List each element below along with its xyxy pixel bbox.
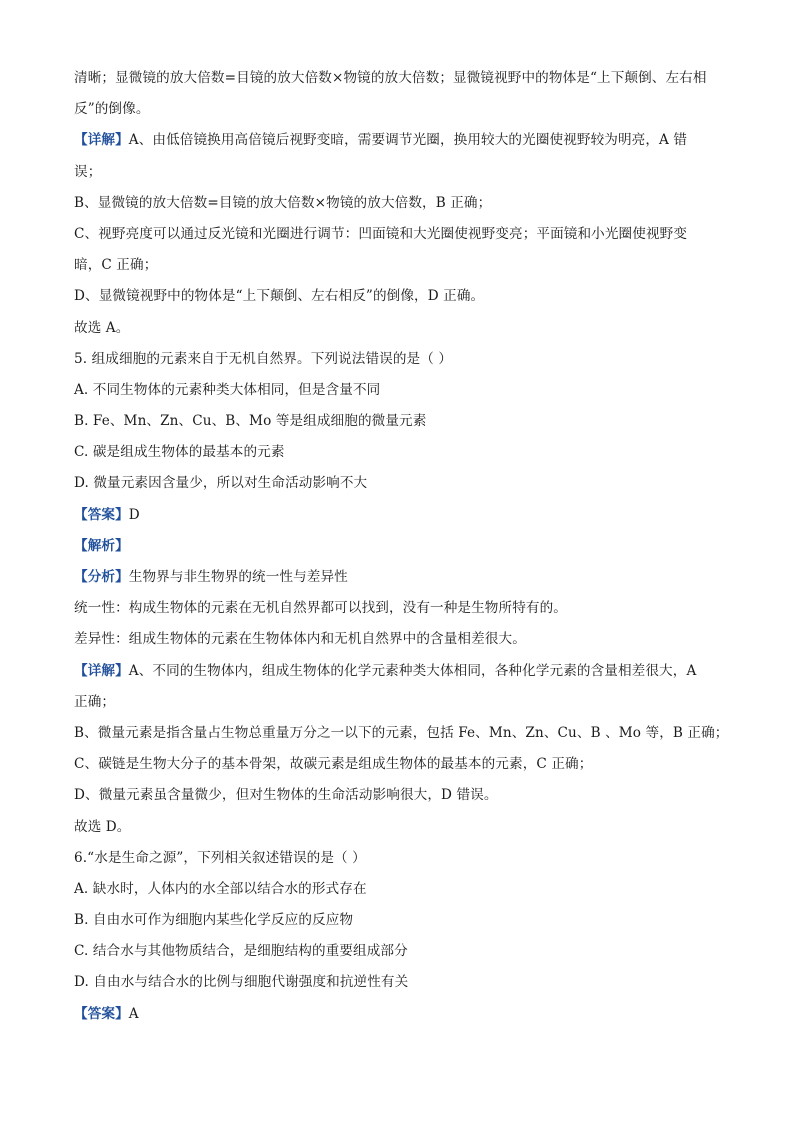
answer-option (74, 437, 724, 468)
line-text: 清晰；显微镜的放大倍数=目镜的放大倍数×物镜的放大倍数；显微镜视野中的物体是“上下颠倒、左右相 (74, 70, 707, 86)
line-text: D. 微量元素因含量少，所以对生命活动影响不大 (74, 475, 368, 492)
text-line (74, 562, 724, 593)
text-line (74, 656, 724, 687)
section-tag: 【解析】 (74, 537, 129, 554)
text-line (74, 219, 724, 250)
answer-option (74, 905, 724, 936)
question-stem (74, 344, 724, 375)
text-line (74, 125, 724, 156)
line-text: 暗，C 正确； (74, 257, 158, 274)
line-text: C、碳链是生物大分子的基本骨架，故碳元素是组成生物体的最基本的元素，C 正确； (74, 756, 593, 773)
answer-line (74, 500, 724, 531)
line-text: B. Fe、Mn、Zn、Cu、B、Mo 等是组成细胞的微量元素 (74, 413, 427, 430)
text-line (74, 250, 724, 281)
text-line (74, 281, 724, 312)
line-text: 故选 A。 (74, 319, 130, 336)
line-text: D、显微镜视野中的物体是“上下颠倒、左右相反”的倒像，D 正确。 (74, 288, 485, 305)
line-text: C. 结合水与其他物质结合，是细胞结构的重要组成部分 (74, 943, 408, 960)
line-text: A (128, 1005, 139, 1022)
line-text: D、微量元素虽含量微少，但对生物体的生命活动影响很大，D 错误。 (74, 787, 498, 804)
question-stem (74, 843, 724, 874)
text-line (74, 188, 724, 219)
answer-option (74, 406, 724, 437)
text-line (74, 94, 724, 125)
section-tag: 【答案】 (74, 506, 129, 523)
text-line (74, 624, 724, 655)
line-text: 故选 D。 (74, 818, 131, 835)
section-tag: 【详解】 (74, 662, 129, 679)
answer-option (74, 967, 724, 998)
line-text: A、不同的生物体内，组成生物体的化学元素种类大体相同，各种化学元素的含量相差很大，A (128, 662, 697, 679)
line-text: 生物界与非生物界的统一性与差异性 (128, 569, 348, 585)
text-line (74, 63, 724, 94)
text-line (74, 157, 724, 188)
text-line (74, 593, 724, 624)
line-text: A. 缺水时，人体内的水全部以结合水的形式存在 (74, 880, 367, 897)
text-line (74, 313, 724, 344)
section-tag: 【答案】 (74, 1005, 129, 1022)
line-text: B. 自由水可作为细胞内某些化学反应的反应物 (74, 912, 354, 929)
line-text: 6.“水是生命之源”，下列相关叙述错误的是（ ） (74, 849, 366, 866)
analysis-header (74, 531, 724, 562)
text-line (74, 687, 724, 718)
line-text: C、视野亮度可以通过反光镜和光圈进行调节：凹面镜和大光圈使视野变亮；平面镜和小光圈使视野变 (74, 225, 688, 242)
line-text: A、由低倍镜换用高倍镜后视野变暗，需要调节光圈，换用较大的光圈使视野较为明亮，A 错 (128, 132, 688, 149)
line-text: 统一性：构成生物体的元素在无机自然界都可以找到，没有一种是生物所特有的。 (74, 600, 567, 617)
answer-option (74, 936, 724, 967)
answer-option (74, 874, 724, 905)
document-page (74, 63, 729, 1030)
line-text: D. 自由水与结合水的比例与细胞代谢强度和抗逆性有关 (74, 974, 409, 991)
text-line (74, 749, 724, 780)
text-line (74, 812, 724, 843)
line-text: B、显微镜的放大倍数=目镜的放大倍数×物镜的放大倍数，B 正确； (74, 194, 492, 211)
line-text: 差异性：组成生物体的元素在生物体体内和无机自然界中的含量相差很大。 (74, 631, 526, 648)
text-line (74, 780, 724, 811)
line-text: C. 碳是组成生物体的最基本的元素 (74, 444, 285, 461)
line-text: D (128, 506, 140, 523)
line-text: 反”的倒像。 (74, 101, 150, 118)
answer-line (74, 999, 724, 1030)
section-tag: 【详解】 (74, 132, 129, 149)
line-text: 误； (74, 163, 102, 180)
section-tag: 【分析】 (74, 569, 129, 585)
line-text: 正确； (74, 693, 116, 710)
answer-option (74, 468, 724, 499)
line-text: A. 不同生物体的元素种类大体相同，但是含量不同 (74, 381, 381, 398)
text-line (74, 718, 729, 749)
line-text: 5. 组成细胞的元素来自于无机自然界。下列说法错误的是（ ） (74, 350, 453, 367)
answer-option (74, 375, 724, 406)
line-text: B、微量元素是指含量占生物总重量万分之一以下的元素，包括 Fe、Mn、Zn、Cu、B 、Mo 等，B 正确； (74, 724, 729, 741)
